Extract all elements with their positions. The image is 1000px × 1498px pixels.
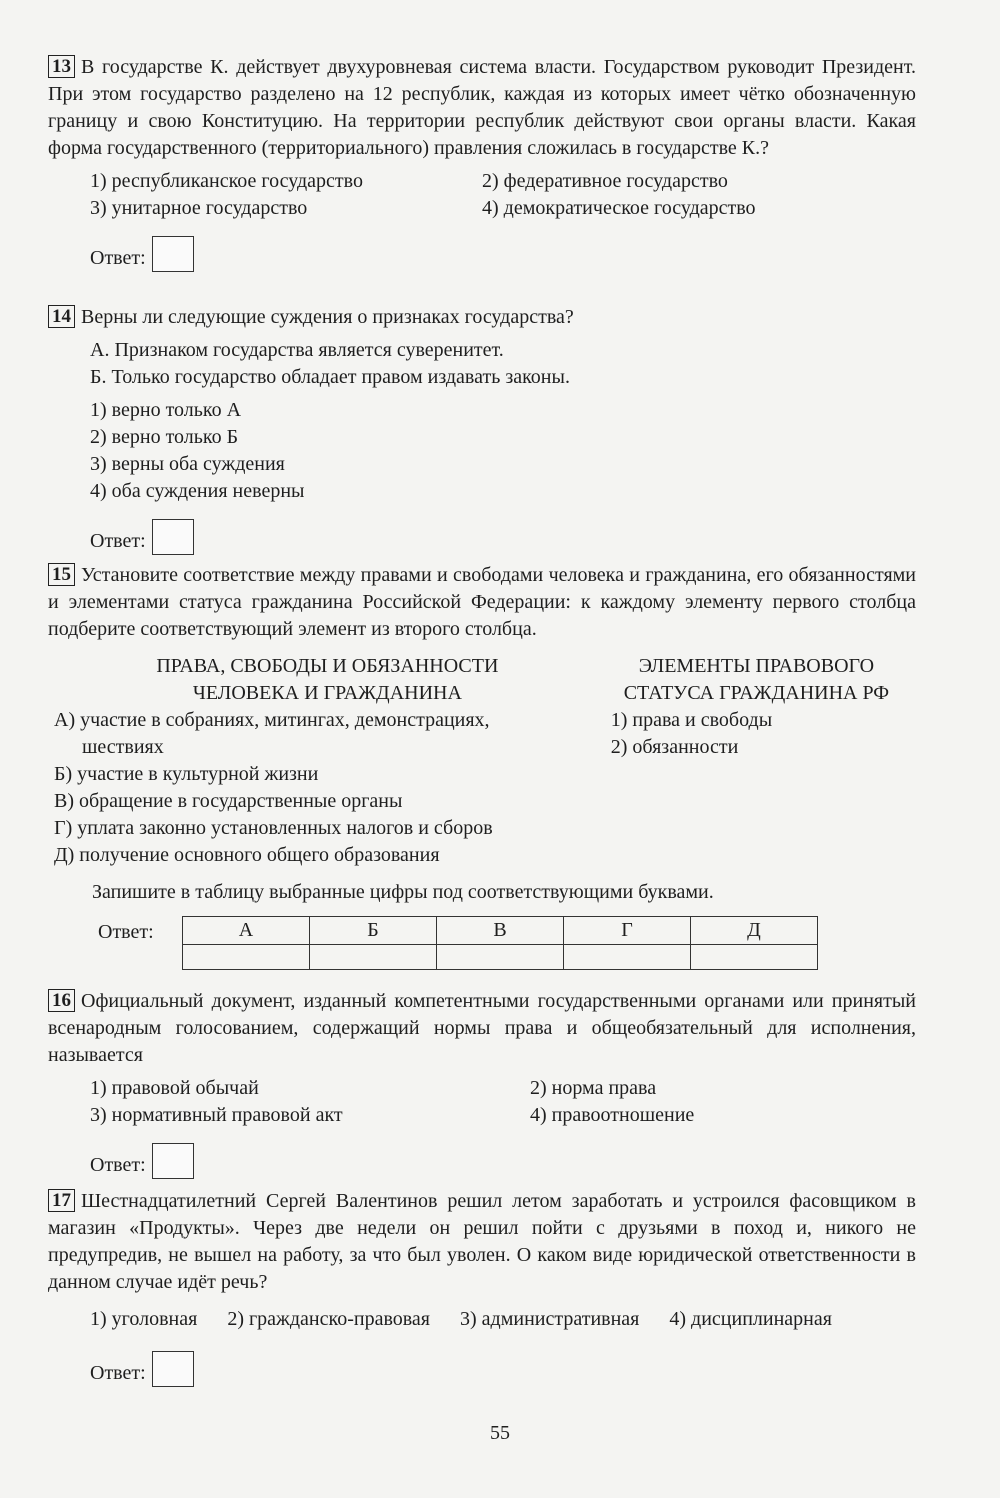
letter-a: А [183, 917, 310, 945]
answer-label: Ответ: [90, 1154, 146, 1176]
instruction: Запишите в таблицу выбранные цифры под соответствующими буквами. [92, 881, 714, 903]
question-text: Официальный документ, изданный компетентными государственными органами или принятый всенародным голосованием, содержащий нормы права и общеобязательный для исполнения, называется [48, 990, 916, 1066]
item-g: Г) уплата законно установленных налогов и сборов [54, 817, 493, 839]
item-a-cont: шествиях [82, 736, 164, 758]
item-b: Б) участие в культурной жизни [54, 763, 319, 785]
question-number: 17 [48, 1189, 75, 1212]
statement-b: Б. Только государство обладает правом издавать законы. [90, 366, 570, 388]
question-number: 16 [48, 989, 75, 1012]
answer-table-row [98, 916, 916, 970]
question-17 [48, 1188, 916, 1387]
question-text: Установите соответствие между правами и свободами человека и гражданина, его обязанностями и элементами статуса гражданина Российской Федерации: к каждому элементу первого столбца подберите соответствующий элемент из второго столбца. [48, 564, 916, 640]
option-3[interactable]: 3) административная [460, 1308, 640, 1330]
answer-row [90, 1143, 916, 1179]
question-number: 13 [48, 55, 75, 78]
left-column-heading-2: ЧЕЛОВЕКА И ГРАЖДАНИНА [192, 682, 462, 704]
answer-label: Ответ: [90, 247, 146, 269]
item-v: В) обращение в государственные органы [54, 790, 403, 812]
answer-cell-g[interactable] [564, 945, 691, 970]
letter-g: Г [564, 917, 691, 945]
letter-v: В [437, 917, 564, 945]
option-4[interactable]: 4) оба суждения неверны [90, 480, 305, 502]
option-1[interactable]: 1) верно только А [90, 399, 242, 421]
question-14 [48, 304, 916, 555]
matching-columns [48, 653, 916, 869]
question-text: В государстве К. действует двухуровневая система власти. Государством руководит Президент. При этом государство разделено на 12 республик, каждая из которых имеет чётко обозначенную границу и свою Конституцию. На территории республик действуют свои органы власти. Какая форма государственного (территориального) правления сложилась в государстве К.? [48, 56, 916, 159]
statement-a: А. Признаком государства является суверенитет. [90, 339, 504, 361]
question-text: Верны ли следующие суждения о признаках государства? [81, 306, 574, 328]
left-column-heading-1: ПРАВА, СВОБОДЫ И ОБЯЗАННОСТИ [156, 655, 499, 677]
page-number: 55 [490, 1422, 510, 1444]
option-2[interactable]: 2) верно только Б [90, 426, 239, 448]
question-15 [48, 562, 916, 970]
statements [90, 337, 916, 391]
left-column [48, 653, 587, 869]
answer-box[interactable] [152, 1143, 194, 1179]
options [90, 1075, 916, 1129]
answer-label: Ответ: [90, 530, 146, 552]
answer-table [182, 916, 818, 970]
option-1[interactable]: 1) правовой обычай [90, 1077, 259, 1099]
options [90, 1306, 916, 1333]
item-d: Д) получение основного общего образования [54, 844, 440, 866]
letter-b: Б [310, 917, 437, 945]
right-column [597, 653, 916, 869]
option-4[interactable]: 4) дисциплинарная [669, 1308, 832, 1330]
answer-box[interactable] [152, 236, 194, 272]
option-4[interactable]: 4) демократическое государство [482, 197, 756, 219]
answer-row [90, 236, 916, 272]
question-number: 15 [48, 563, 75, 586]
answer-box[interactable] [152, 519, 194, 555]
option-2[interactable]: 2) норма права [530, 1077, 657, 1099]
question-text: Шестнадцатилетний Сергей Валентинов решил летом заработать и устроился фасовщиком в магазин «Продукты». Через две недели он решил пойти с друзьями в поход и, никого не предупредив, не вышел на работу, за что был уволен. О каком виде юридической ответственности в данном случае идёт речь? [48, 1190, 916, 1293]
option-2[interactable]: 2) гражданско-правовая [227, 1308, 431, 1330]
item-a: А) участие в собраниях, митингах, демонстрациях, [54, 709, 490, 731]
options [90, 168, 916, 222]
options [90, 397, 916, 505]
answer-cell-v[interactable] [437, 945, 564, 970]
letter-d: Д [691, 917, 818, 945]
right-column-heading-2: СТАТУСА ГРАЖДАНИНА РФ [623, 682, 890, 704]
answer-row [90, 519, 916, 555]
answer-cell-b[interactable] [310, 945, 437, 970]
option-1[interactable]: 1) уголовная [90, 1308, 198, 1330]
answer-label: Ответ: [90, 1362, 146, 1384]
option-3[interactable]: 3) унитарное государство [90, 197, 308, 219]
option-4[interactable]: 4) правоотношение [530, 1104, 695, 1126]
answer-label: Ответ: [98, 921, 154, 943]
question-number: 14 [48, 305, 75, 328]
option-3[interactable]: 3) нормативный правовой акт [90, 1104, 343, 1126]
option-2[interactable]: 2) федеративное государство [482, 170, 728, 192]
answer-cell-d[interactable] [691, 945, 818, 970]
element-1: 1) права и свободы [610, 709, 773, 731]
answer-cell-a[interactable] [183, 945, 310, 970]
question-16 [48, 988, 916, 1179]
question-13 [48, 54, 916, 272]
option-3[interactable]: 3) верны оба суждения [90, 453, 285, 475]
right-column-heading-1: ЭЛЕМЕНТЫ ПРАВОВОГО [638, 655, 875, 677]
option-1[interactable]: 1) республиканское государство [90, 170, 363, 192]
element-2: 2) обязанности [610, 736, 739, 758]
answer-row [90, 1351, 916, 1387]
answer-box[interactable] [152, 1351, 194, 1387]
